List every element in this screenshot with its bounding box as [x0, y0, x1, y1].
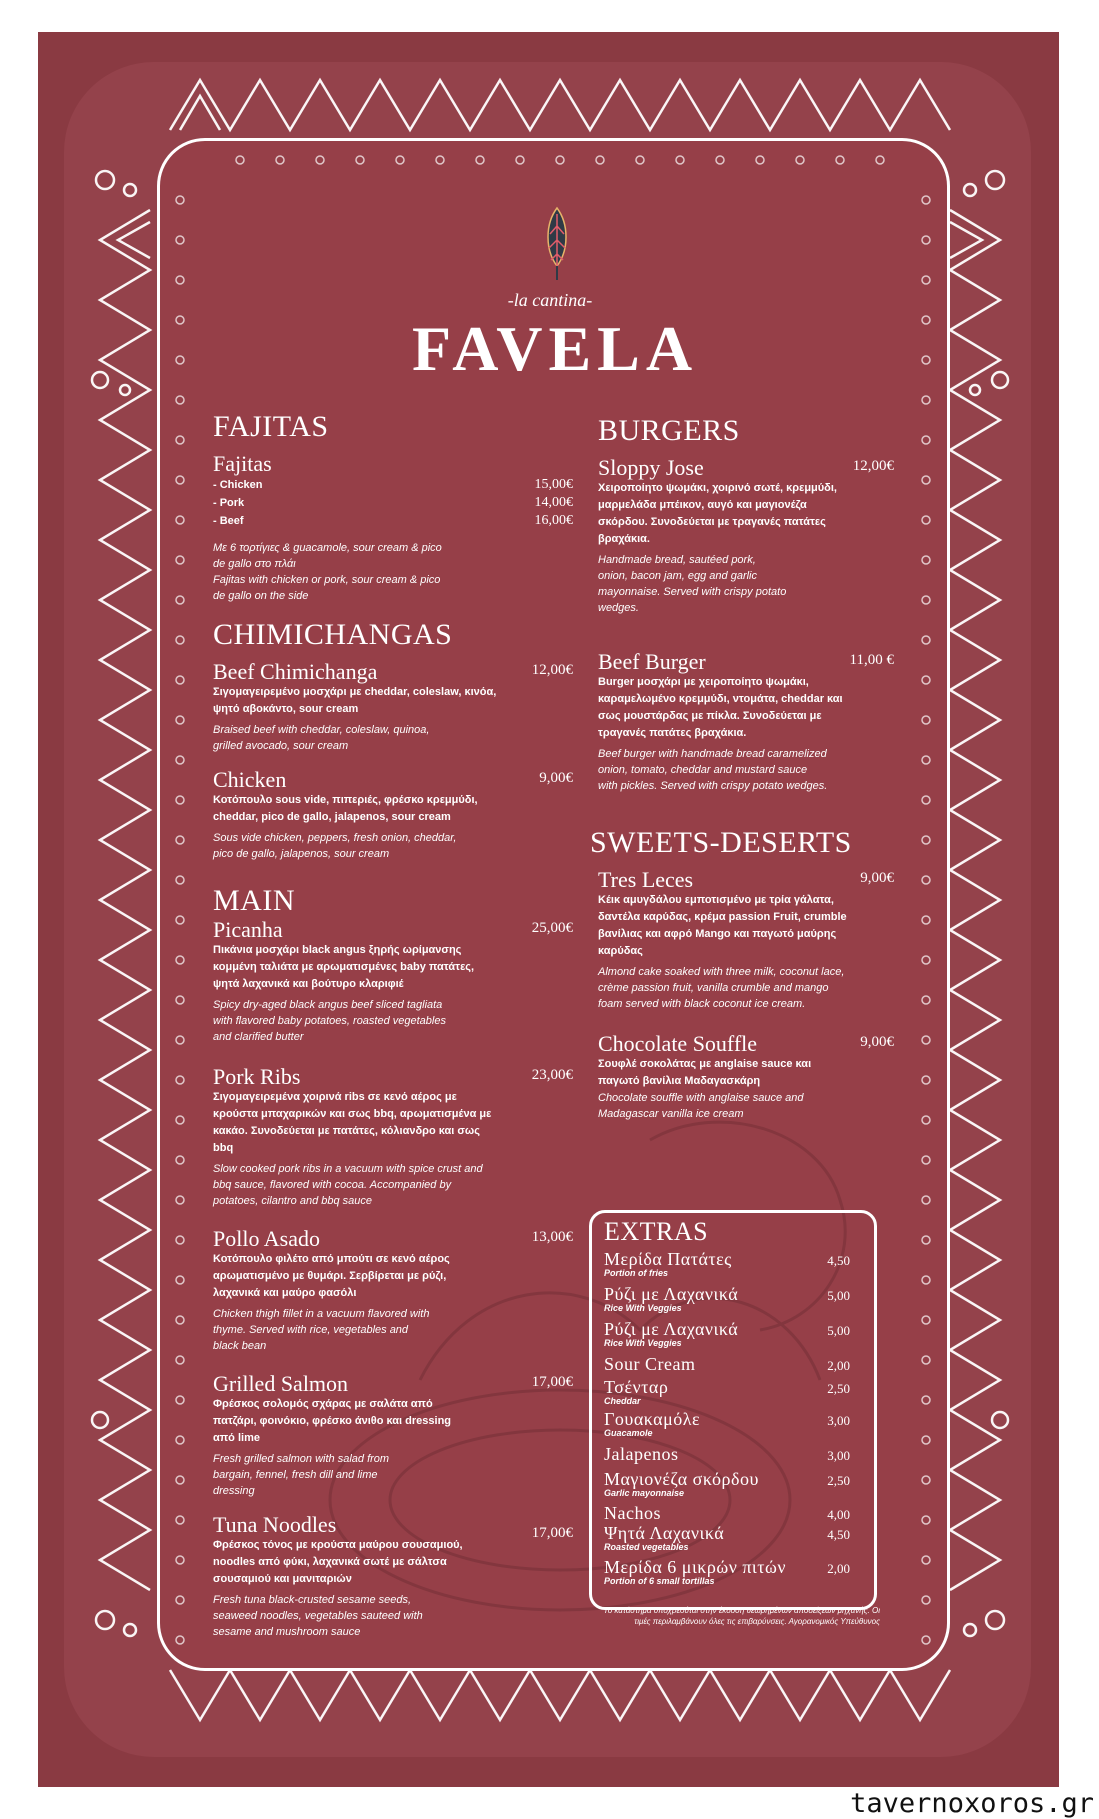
- extras-box: [589, 1210, 877, 1610]
- item-desc-gr: Πικάνια μοσχάρι black angus ξηρής ωρίμανσης κομμένη ταλιάτα με αρωματισμένες baby πατάτες, ψητά λαχανικά και βούτυρο κλαριφιέ: [213, 944, 475, 990]
- section-title-fajitas: FAJITAS: [213, 410, 329, 443]
- fajitas-options: [213, 476, 573, 530]
- extras-item: [604, 1444, 860, 1465]
- extras-item-price: 4,00: [827, 1507, 850, 1522]
- menu-item: [213, 768, 573, 862]
- item-price: 25,00€: [531, 920, 573, 936]
- extras-item-en: Portion of 6 small tortillas: [604, 1576, 715, 1586]
- item-name: Pork Ribs: [213, 1064, 301, 1089]
- extras-item: [604, 1249, 860, 1278]
- menu-item: [213, 1227, 573, 1354]
- extras-item-name: Nachos: [604, 1503, 661, 1523]
- item-price: 17,00€: [531, 1374, 573, 1390]
- extras-item-name: Ψητά Λαχανικά: [604, 1523, 725, 1543]
- left-column: [213, 410, 573, 1654]
- item-price: 23,00€: [531, 1067, 573, 1083]
- item-desc-gr: Κοτόπουλο sous vide, πιπεριές, φρέσκο κρεμμύδι, cheddar, pico de gallo, jalapenos, sour cream: [213, 794, 478, 823]
- extras-item: [604, 1503, 860, 1524]
- item-price: 9,00€: [860, 870, 894, 886]
- extras-item: [604, 1284, 860, 1313]
- extras-item-name: Μαγιονέζα σκόρδου: [604, 1469, 759, 1489]
- option-price: 14,00€: [534, 495, 573, 510]
- extras-item-en: Roasted vegetables: [604, 1542, 689, 1552]
- extras-item-price: 2,50: [827, 1473, 850, 1488]
- extras-item: [604, 1523, 860, 1552]
- extras-item-name: Μερίδα 6 μικρών πιτών: [604, 1557, 786, 1577]
- option-row: [213, 512, 573, 530]
- item-desc-gr: Σουφλέ σοκολάτας με anglaise sauce και παγωτό βανίλια Μαδαγασκάρη: [598, 1058, 812, 1087]
- item-desc-gr: Κοτόπουλο φιλέτο από μπούτι σε κενό αέρος αρωματισμένο με θυμάρι. Σερβίρεται με ρύζι, λαχανικά και μαύρο φασόλι: [213, 1253, 450, 1299]
- option-price: 16,00€: [534, 513, 573, 528]
- item-name: Picanha: [213, 917, 283, 942]
- item-name: Tres Leces: [598, 867, 694, 892]
- item-desc-en: Braised beef with cheddar, coleslaw, quinoa, grilled avocado, sour cream: [213, 724, 430, 752]
- extras-item-price: 4,50: [827, 1527, 850, 1542]
- watermark-text: tavernoxoros.gr: [768, 1790, 1098, 1818]
- extras-item-en: Rice With Veggies: [604, 1338, 682, 1348]
- item-price: 12,00€: [852, 458, 894, 474]
- menu-item: [213, 1065, 573, 1209]
- menu-item-fajitas: [213, 452, 573, 604]
- item-desc-en: Beef burger with handmade bread caramelized onion, tomato, cheddar and mustard sauce with pickles. Served with crispy potato wedges.: [598, 748, 828, 792]
- right-column: [590, 414, 894, 1136]
- extras-item: [604, 1557, 860, 1586]
- legal-disclaimer: Το κατάστημα υποχρεούται στην έκδοση θεωρημένων αποδείξεων μηχανής. Οι τιμές περιλαμβάνουν όλες τις επιβαρύνσεις. Αγορανομικός Υπεύθυνος: [603, 1606, 880, 1626]
- extras-item-price: 2,50: [827, 1381, 850, 1396]
- item-desc-en: Fajitas with chicken or pork, sour cream & pico de gallo on the side: [213, 574, 441, 602]
- item-desc-gr: Χειροποίητο ψωμάκι, χοιρινό σωτέ, κρεμμύδι, μαρμελάδα μπέικον, αυγό και μαγιονέζα σκόρδου. Συνοδεύεται με τραγανές πατάτες βραχάκια.: [598, 482, 837, 545]
- extras-item-en: Portion of fries: [604, 1268, 669, 1278]
- item-name: Fajitas: [213, 451, 272, 476]
- item-price: 13,00€: [531, 1229, 573, 1245]
- extras-item-name: Jalapenos: [604, 1444, 679, 1464]
- item-name: Grilled Salmon: [213, 1371, 349, 1396]
- extras-item-en: Cheddar: [604, 1396, 641, 1406]
- extras-item-price: 5,00: [827, 1288, 850, 1303]
- extras-item-price: 3,00: [827, 1448, 850, 1463]
- item-desc-gr: Με 6 τορτίγιες & guacamole, sour cream & pico de gallo στο πλάι: [213, 542, 442, 570]
- option-label: - Chicken: [213, 479, 263, 491]
- item-desc-gr: Κέικ αμυγδάλου εμποτισμένο με τρία γάλατα, δαντέλα καρύδας, κρέμα passion Fruit, crumble βανίλιας και αφρό Mango και παγωτό μαύρης καρύδας: [598, 894, 847, 957]
- menu-item: [598, 1032, 894, 1122]
- item-desc-en: Chocolate souffle with anglaise sauce and Madagascar vanilla ice cream: [598, 1092, 804, 1120]
- extras-item: [604, 1469, 860, 1498]
- item-desc-en: Spicy dry-aged black angus beef sliced tagliata with flavored baby potatoes, roasted vegetables and clarified butter: [213, 999, 446, 1043]
- item-name: Chocolate Souffle: [598, 1031, 758, 1056]
- extras-item-name: Ρύζι με Λαχανικά: [604, 1284, 739, 1304]
- extras-item: [604, 1319, 860, 1348]
- extras-item-name: Μερίδα Πατάτες: [604, 1249, 732, 1269]
- section-title-sweets: SWEETS-DESERTS: [590, 826, 852, 859]
- item-desc-gr: Σιγομαγειρεμένο μοσχάρι με cheddar, coleslaw, κινόα, ψητό αβοκάντο, sour cream: [213, 686, 497, 715]
- item-price: 9,00€: [539, 770, 573, 786]
- menu-item: [213, 660, 573, 754]
- extras-item: [604, 1409, 860, 1438]
- item-desc-gr: Burger μοσχάρι με χειροποίητο ψωμάκι, καραμελωμένο κρεμμύδι, ντομάτα, cheddar και σως μουστάρδας με πίκλα. Συνοδεύεται με τραγανές πατάτες βραχάκια.: [598, 676, 843, 739]
- item-price: 12,00€: [531, 662, 573, 678]
- item-desc-en: Fresh grilled salmon with salad from bargain, fennel, fresh dill and lime dressing: [213, 1453, 390, 1497]
- extras-item-name: Τσένταρ: [604, 1377, 669, 1397]
- option-price: 15,00€: [534, 477, 573, 492]
- item-desc-en: Slow cooked pork ribs in a vacuum with spice crust and bbq sauce, flavored with cocoa. Accompanied by potatoes, cilantro and bbq sauce: [213, 1163, 483, 1207]
- feather-logo-icon: [543, 206, 571, 282]
- item-desc-en: Handmade bread, sautéed pork, onion, bacon jam, egg and garlic mayonnaise. Served with crispy potato wedges.: [598, 554, 787, 614]
- extras-item: [604, 1354, 860, 1375]
- section-title-chimichangas: CHIMICHANGAS: [213, 618, 453, 651]
- brand-subtitle: -la cantina-: [507, 290, 593, 310]
- item-desc-gr: Φρέσκος τόνος με κρούστα μαύρου σουσαμιού, noodles από φύκι, λαχανικά σωτέ με σάλτσα σουσαμιού και μανιταριών: [213, 1539, 463, 1585]
- extras-item: [604, 1377, 860, 1406]
- item-name: Tuna Noodles: [213, 1512, 337, 1537]
- item-desc-en: Almond cake soaked with three milk, coconut lace, crème passion fruit, vanilla crumble and mango foam served with black coconut ice cream.: [598, 966, 845, 1010]
- menu-item: [598, 456, 894, 616]
- extras-item-name: Γουακαμόλε: [604, 1409, 701, 1429]
- menu-item: [213, 1372, 573, 1499]
- item-name: Beef Burger: [598, 649, 706, 674]
- extras-item-price: 3,00: [827, 1413, 850, 1428]
- option-label: - Beef: [213, 515, 244, 527]
- menu-item: [213, 1513, 573, 1640]
- menu-item: [213, 918, 573, 1045]
- item-desc-gr: Σιγομαγειρεμένα χοιρινά ribs σε κενό αέρος με κρούστα μπαχαρικών και σως bbq, αρωματισμένα με κακάο. Συνοδεύεται με πατάτες, κόλιανδρο και σως bbq: [213, 1091, 492, 1154]
- item-name: Sloppy Jose: [598, 455, 704, 480]
- extras-item-price: 2,00: [827, 1358, 850, 1373]
- section-title-extras: EXTRAS: [604, 1217, 709, 1246]
- extras-item-price: 5,00: [827, 1323, 850, 1338]
- item-desc-en: Fresh tuna black-crusted sesame seeds, seaweed noodles, vegetables sauteed with sesame and mushroom sauce: [213, 1594, 423, 1638]
- section-title-burgers: BURGERS: [598, 414, 740, 447]
- option-row: [213, 476, 573, 494]
- item-name: Chicken: [213, 767, 287, 792]
- extras-item-price: 2,00: [827, 1561, 850, 1576]
- extras-item-price: 4,50: [827, 1253, 850, 1268]
- menu-item: [598, 650, 894, 794]
- item-price: 11,00 €: [849, 652, 894, 668]
- option-label: - Pork: [213, 497, 245, 509]
- option-row: [213, 494, 573, 512]
- menu-item: [598, 868, 894, 1012]
- item-name: Beef Chimichanga: [213, 659, 378, 684]
- item-price: 9,00€: [860, 1034, 894, 1050]
- item-desc-gr: Φρέσκος σολομός σχάρας με σαλάτα από πατζάρι, φοινόκιο, φρέσκο άνιθο και dressing από lime: [213, 1398, 452, 1444]
- section-title-main: MAIN: [213, 884, 295, 917]
- brand-title: FAVELA: [411, 313, 699, 384]
- extras-item-name: Sour Cream: [604, 1354, 696, 1374]
- item-desc-en: Chicken thigh fillet in a vacuum flavored with thyme. Served with rice, vegetables and black bean: [213, 1308, 430, 1352]
- extras-item-en: Rice With Veggies: [604, 1303, 682, 1313]
- extras-item-en: Garlic mayonnaise: [604, 1488, 685, 1498]
- extras-item-name: Ρύζι με Λαχανικά: [604, 1319, 739, 1339]
- item-name: Pollo Asado: [213, 1226, 320, 1251]
- item-desc-en: Sous vide chicken, peppers, fresh onion, cheddar, pico de gallo, jalapenos, sour cream: [213, 832, 457, 860]
- item-price: 17,00€: [531, 1525, 573, 1541]
- extras-item-en: Guacamole: [604, 1428, 653, 1438]
